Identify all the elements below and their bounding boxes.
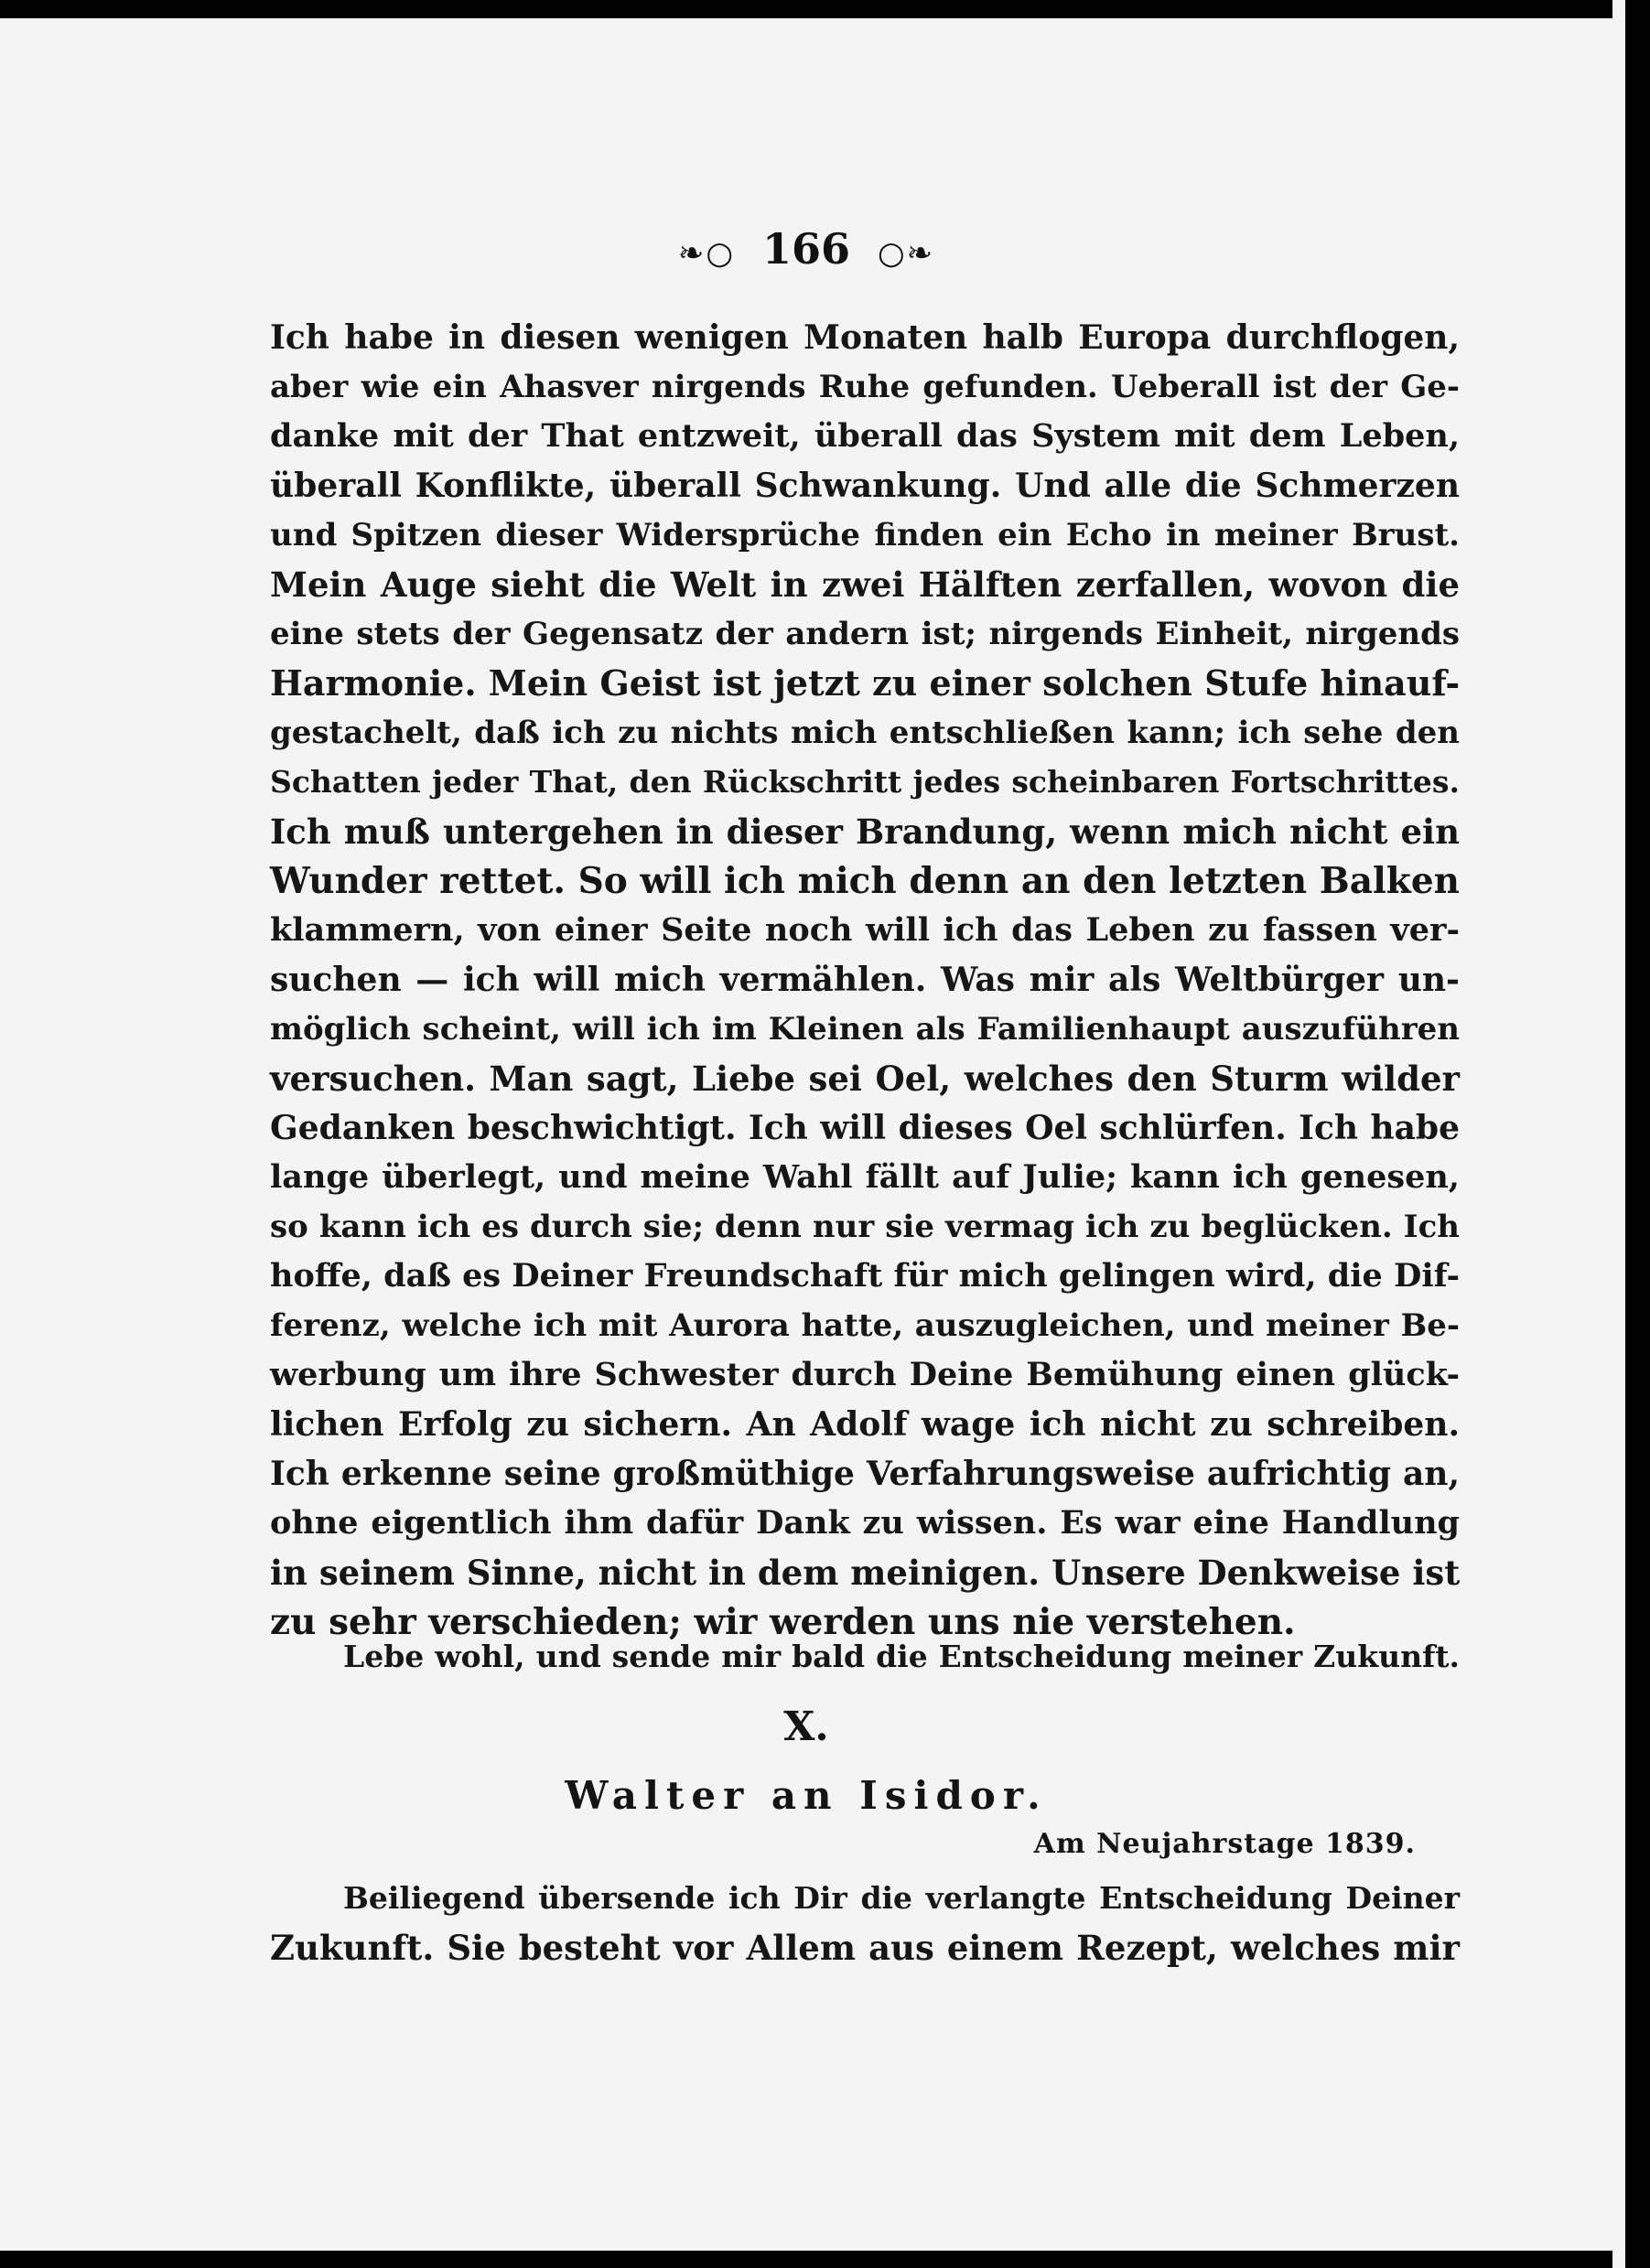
text-line: werbung um ihre Schwester durch Deine Bemühung einen glück- bbox=[270, 1356, 1460, 1393]
text-line: lange überlegt, und meine Wahl fällt auf Julie; kann ich genesen, bbox=[270, 1158, 1460, 1196]
text-line: Beiliegend übersende ich Dir die verlangte Entscheidung Deiner bbox=[343, 1880, 1460, 1916]
text-line: danke mit der That entzweit, überall das System mit dem Leben, bbox=[270, 417, 1460, 455]
facing-page-edge bbox=[1612, 0, 1625, 2268]
page-header bbox=[0, 221, 1612, 281]
text-line: hoffe, daß es Deiner Freundschaft für mich gelingen wird, die Dif- bbox=[270, 1257, 1460, 1295]
ornament-right-icon: ○❧ bbox=[878, 235, 935, 272]
text-line: aber wie ein Ahasver nirgends Ruhe gefunden. Ueberall ist der Ge- bbox=[270, 369, 1460, 405]
text-line: überall Konflikte, überall Schwankung. Und alle die Schmerzen bbox=[270, 467, 1460, 505]
text-line: eine stets der Gegensatz der andern ist; nirgends Einheit, nirgends bbox=[270, 616, 1460, 652]
text-line: und Spitzen dieser Widersprüche finden ein Echo in meiner Brust. bbox=[270, 517, 1460, 554]
text-line: klammern, von einer Seite noch will ich das Leben zu fassen ver- bbox=[270, 911, 1460, 949]
letter-closing bbox=[270, 1632, 1460, 1682]
closing-line: Lebe wohl, und sende mir bald die Entscheidung meiner Zukunft. bbox=[343, 1639, 1460, 1674]
text-line: ferenz, welche ich mit Aurora hatte, auszugleichen, und meiner Be- bbox=[270, 1307, 1460, 1344]
text-line: Wunder rettet. So will ich mich denn an den letzten Balken bbox=[270, 860, 1460, 902]
text-line: ohne eigentlich ihm dafür Dank zu wissen. Es war eine Handlung bbox=[270, 1504, 1460, 1542]
next-letter-body bbox=[270, 1874, 1460, 1972]
text-line: Ich habe in diesen wenigen Monaten halb Europa durchflogen, bbox=[270, 318, 1460, 357]
text-line: möglich scheint, will ich im Kleinen als Familienhaupt auszuführen bbox=[270, 1011, 1460, 1048]
text-line: Mein Auge sieht die Welt in zwei Hälften zerfallen, wovon die bbox=[270, 564, 1460, 605]
section-numeral: X. bbox=[783, 1704, 829, 1750]
text-line: gestachelt, daß ich zu nichts mich entschließen kann; ich sehe den bbox=[270, 715, 1460, 751]
text-line: so kann ich es durch sie; denn nur sie vermag ich zu beglücken. Ich bbox=[270, 1209, 1460, 1245]
text-line: Ich muß untergehen in dieser Brandung, wenn mich nicht ein bbox=[270, 812, 1460, 852]
letter-heading: Walter an Isidor. bbox=[565, 1773, 1048, 1818]
text-line: Harmonie. Mein Geist ist jetzt zu einer solchen Stufe hinauf- bbox=[270, 662, 1461, 704]
letter-body bbox=[270, 313, 1460, 1647]
ornament-left-icon: ❧○ bbox=[677, 235, 735, 272]
book-page bbox=[0, 18, 1612, 2251]
text-line: Ich erkenne seine großmüthige Verfahrungsweise aufrichtig an, bbox=[270, 1455, 1460, 1493]
text-line: in seinem Sinne, nicht in dem meinigen. Unsere Denkweise ist bbox=[270, 1553, 1461, 1593]
text-line: zu sehr verschieden; wir werden uns nie verstehen. bbox=[270, 1601, 1296, 1643]
text-line: Gedanken beschwichtigt. Ich will dieses Oel schlürfen. Ich habe bbox=[270, 1109, 1460, 1147]
text-line: versuchen. Man sagt, Liebe sei Oel, welches den Sturm wilder bbox=[270, 1059, 1460, 1099]
text-line: suchen — ich will mich vermählen. Was mir als Weltbürger un- bbox=[270, 961, 1460, 999]
letter-date: Am Neujahrstage 1839. bbox=[1033, 1828, 1416, 1860]
text-line: Zukunft. Sie besteht vor Allem aus einem Rezept, welches mir bbox=[270, 1928, 1460, 1968]
text-line: Schatten jeder That, den Rückschritt jedes scheinbaren Fortschrittes. bbox=[270, 764, 1460, 800]
text-line: lichen Erfolg zu sichern. An Adolf wage ich nicht zu schreiben. bbox=[270, 1405, 1460, 1444]
page-number: 166 bbox=[761, 224, 851, 274]
